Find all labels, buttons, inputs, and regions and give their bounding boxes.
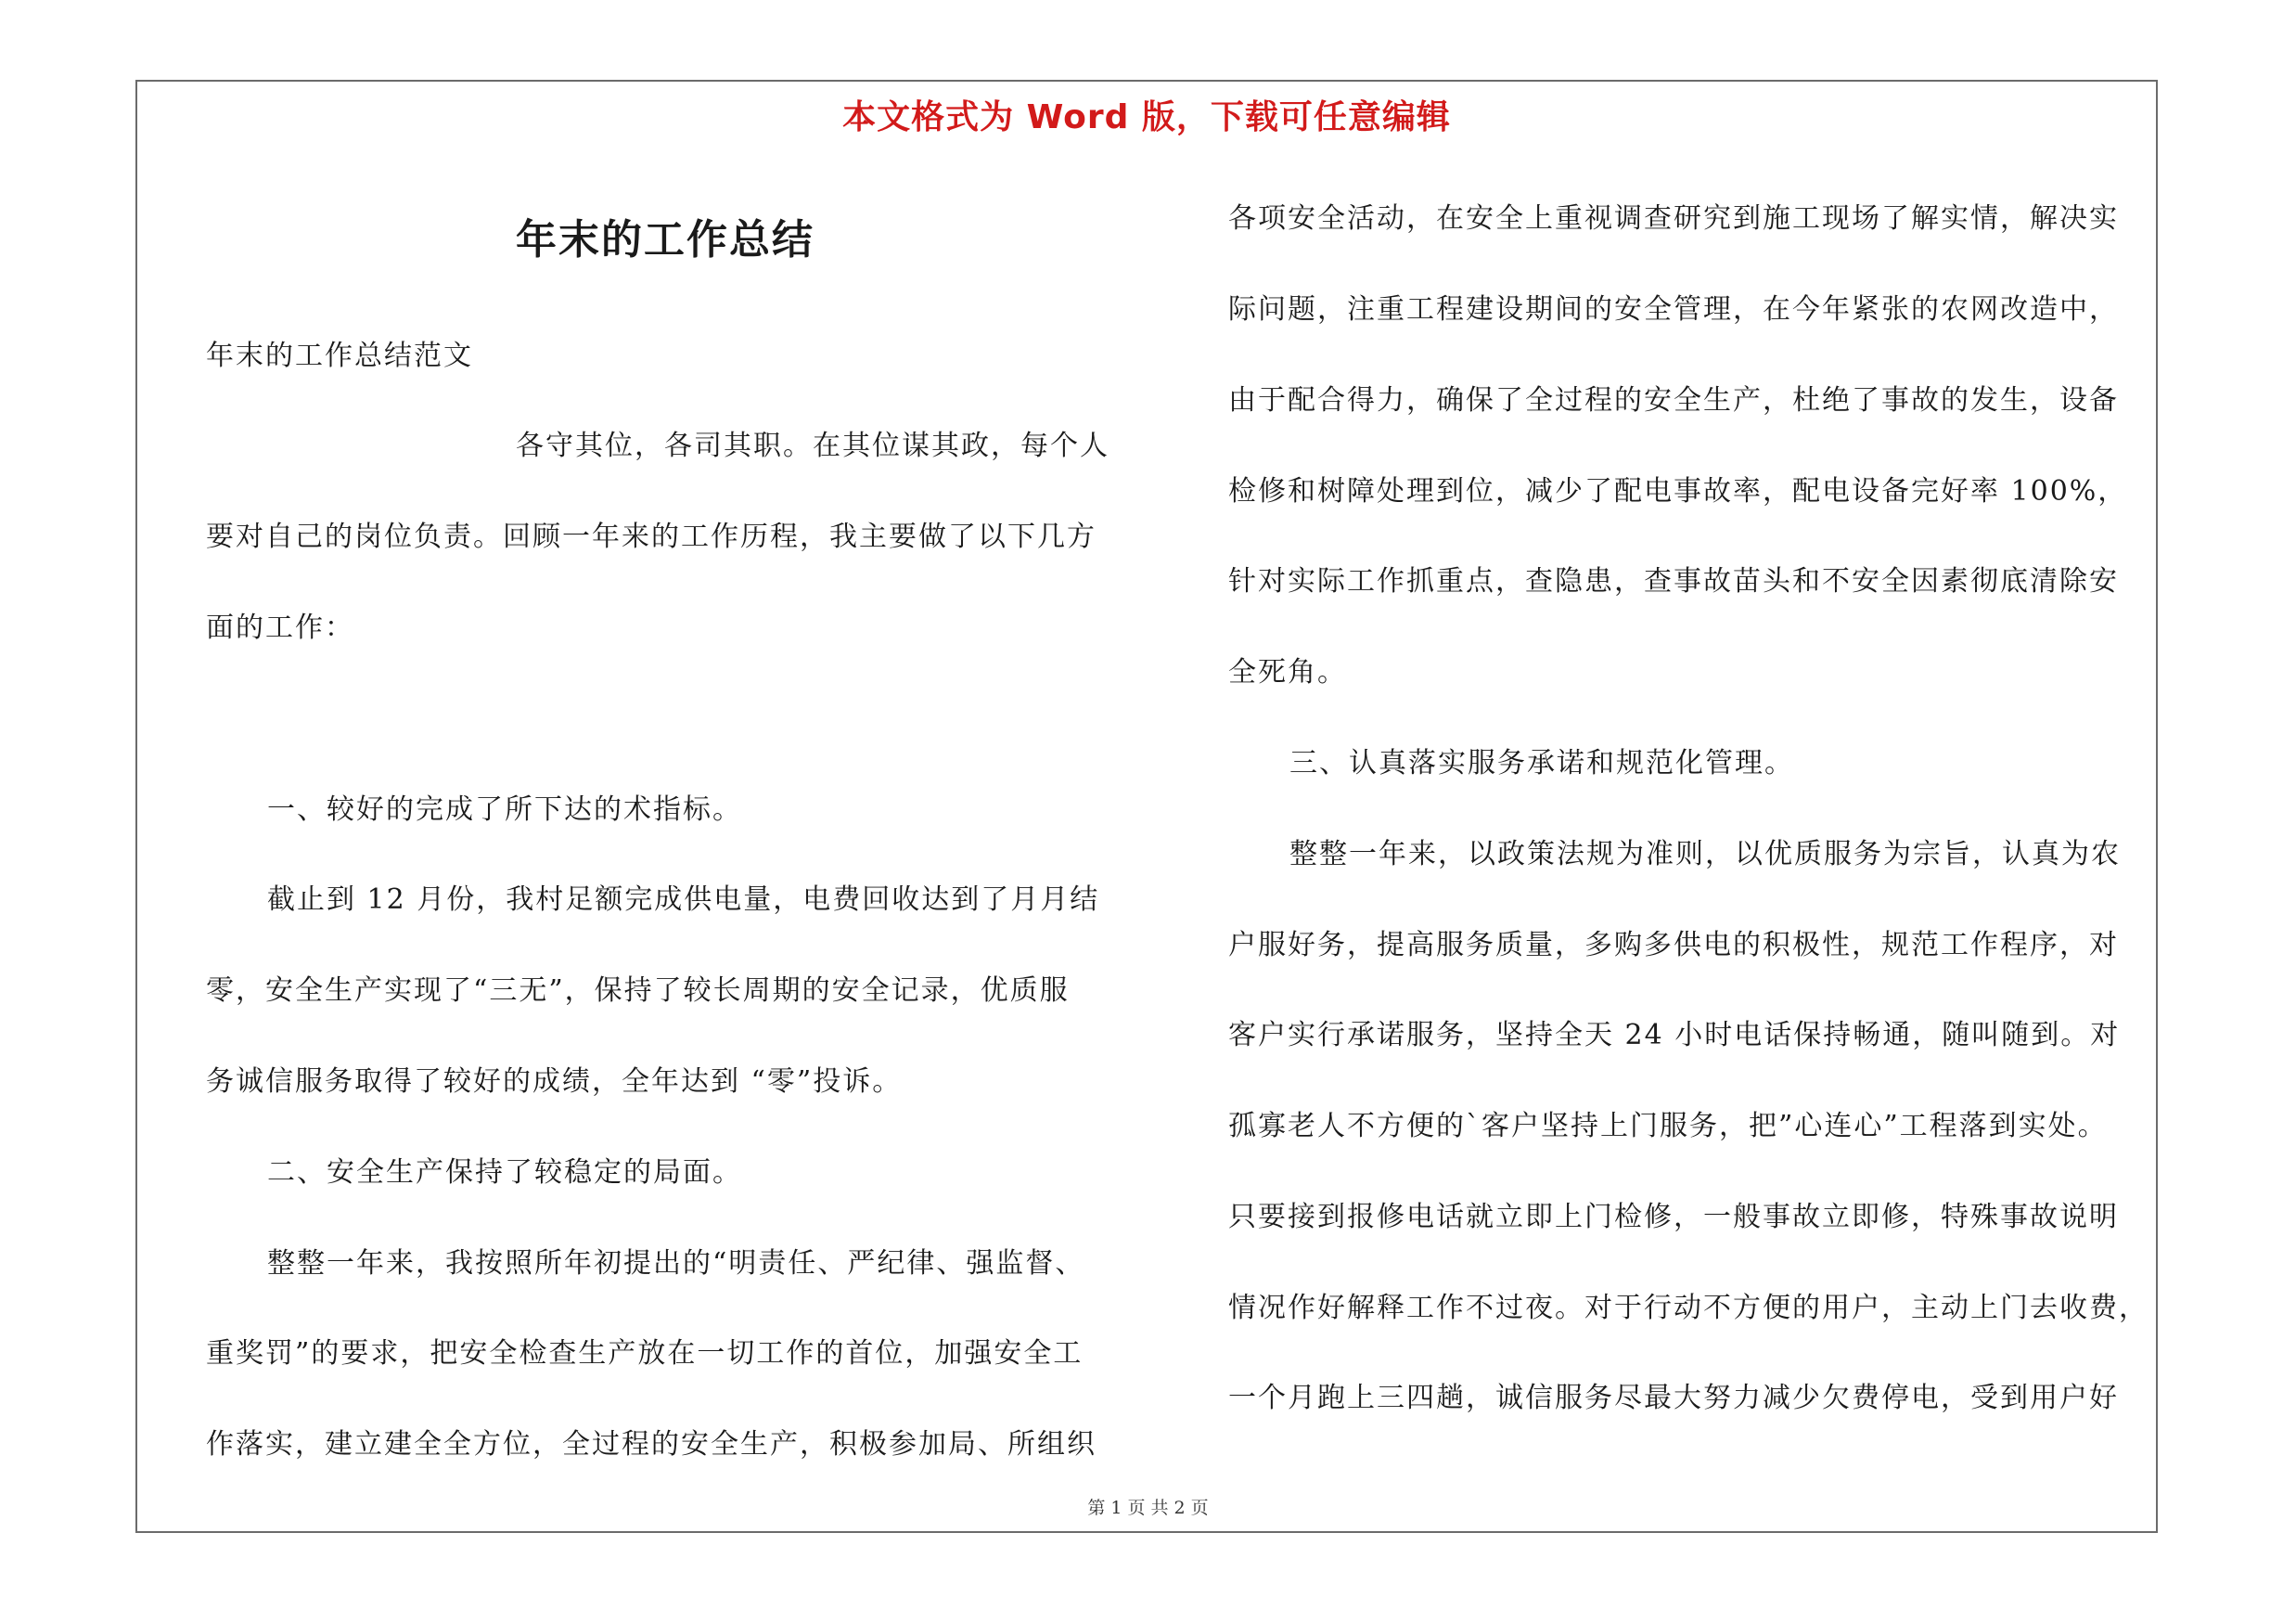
left-line: 各守其位，各司其职。在其位谋其政，每个人	[516, 430, 1110, 462]
left-line: 截止到 12 月份，我村足额完成供电量，电费回收达到了月月结	[267, 883, 1100, 916]
left-line: 重奖罚”的要求，把安全检查生产放在一切工作的首位，加强安全工	[206, 1337, 1084, 1370]
left-line: 要对自己的岗位负责。回顾一年来的工作历程，我主要做了以下几方	[206, 521, 1097, 553]
right-line: 三、认真落实服务承诺和规范化管理。	[1289, 747, 1794, 779]
right-line: 情况作好解释工作不过夜。对于行动不方便的用户，主动上门去收费，	[1228, 1292, 2148, 1324]
right-line: 全死角。	[1228, 656, 1347, 689]
right-line: 整整一年来，以政策法规为准则，以优质服务为宗旨，认真为农	[1289, 838, 2121, 870]
right-line: 只要接到报修电话就立即上门检修，一般事故立即修，特殊事故说明	[1228, 1201, 2119, 1233]
right-line: 客户实行承诺服务，坚持全天 24 小时电话保持畅通，随叫随到。对	[1228, 1019, 2121, 1051]
left-line: 务诚信服务取得了较好的成绩，全年达到 “零”投诉。	[206, 1065, 903, 1098]
page-number: 第 1 页 共 2 页	[1087, 1498, 1209, 1518]
left-line: 面的工作：	[206, 612, 354, 644]
right-line: 针对实际工作抓重点，查隐患，查事故苗头和不安全因素彻底清除安	[1228, 565, 2119, 598]
edit-banner: 本文格式为 Word 版，下载可任意编辑	[842, 98, 1451, 136]
left-line: 作落实，建立建全全方位，全过程的安全生产，积极参加局、所组织	[206, 1428, 1097, 1461]
left-line: 二、安全生产保持了较稳定的局面。	[267, 1156, 742, 1189]
right-line: 一个月跑上三四趟，诚信服务尽最大努力减少欠费停电，受到用户好	[1228, 1382, 2119, 1414]
right-line: 际问题，注重工程建设期间的安全管理，在今年紧张的农网改造中，	[1228, 293, 2119, 326]
right-line: 孤寡老人不方便的`客户坚持上门服务，把”心连心”工程落到实处。	[1228, 1110, 2108, 1142]
right-line: 由于配合得力，确保了全过程的安全生产，杜绝了事故的发生，设备	[1228, 384, 2119, 417]
right-line: 检修和树障处理到位，减少了配电事故率，配电设备完好率 100%，	[1228, 475, 2128, 508]
left-line: 整整一年来，我按照所年初提出的“明责任、严纪律、强监督、	[267, 1247, 1085, 1280]
left-line: 年末的工作总结范文	[206, 340, 473, 372]
document-title: 年末的工作总结	[516, 216, 815, 264]
right-line: 各项安全活动，在安全上重视调查研究到施工现场了解实情，解决实	[1228, 202, 2119, 235]
left-line: 一、较好的完成了所下达的术指标。	[267, 793, 742, 826]
left-line: 零，安全生产实现了“三无”，保持了较长周期的安全记录，优质服	[206, 974, 1070, 1007]
right-line: 户服好务，提高服务质量，多购多供电的积极性，规范工作程序，对	[1228, 929, 2119, 961]
